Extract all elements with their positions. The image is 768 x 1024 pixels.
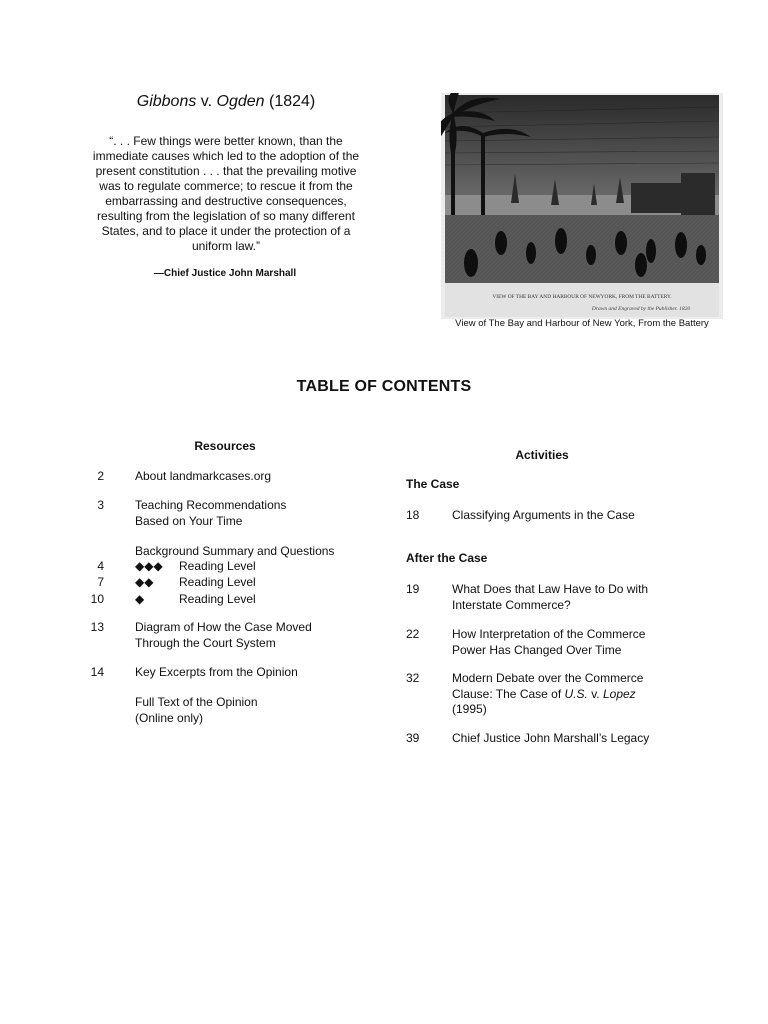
entry-text-line2: Through the Court System — [135, 635, 276, 650]
entry-text: Key Excerpts from the Opinion — [135, 665, 298, 679]
entry-text-line1: Modern Debate over the Commerce — [452, 671, 644, 685]
entry-text-line2: Clause: The Case of U.S. v. Lopez — [452, 686, 636, 701]
page-number: 10 — [90, 592, 104, 606]
entry-text: Classifying Arguments in the Case — [452, 508, 635, 522]
entry-text-line1: How Interpretation of the Commerce — [452, 627, 646, 641]
entry-text-line1: Full Text of the Opinion — [135, 695, 258, 709]
title-separator: v. — [196, 93, 217, 110]
engraving-title-text: VIEW OF THE BAY AND HARBOUR OF NEWYORK, FROM THE BATTERY. — [492, 294, 672, 300]
diamond-icon: ◆◆◆ — [135, 559, 163, 573]
harbour-engraving — [441, 93, 723, 319]
diamond-icon: ◆ — [135, 592, 145, 606]
title-plaintiff: Gibbons — [136, 93, 197, 110]
entry-text-line1: What Does that Law Have to Do with — [452, 582, 649, 596]
engraving-picture — [441, 93, 723, 319]
engraving-subtitle-text: Drawn and Engraved by the Publisher. 1820 — [591, 306, 691, 312]
image-caption: View of The Bay and Harbour of New York, From the Battery — [455, 318, 709, 329]
entry-text-line2: Power Has Changed Over Time — [452, 642, 622, 657]
toc-title: TABLE OF CONTENTS — [296, 378, 472, 395]
marshall-quote: “. . . Few things were better known, than the immediate causes which led to the adoption of the present constitution . . . that the prevailing motive was to regulate commerce; to rescue it from the embarrassing and destructive consequences, resulting from the legislation of so many different States, and to place it under the protection of a uniform law.” — [92, 134, 360, 253]
quote-attribution: —Chief Justice John Marshall — [153, 268, 297, 279]
entry-text-line2: (Online only) — [135, 710, 204, 725]
activities-heading: Activities — [515, 448, 569, 462]
resources-heading: Resources — [194, 439, 256, 453]
entry-text: Reading Level — [179, 559, 256, 573]
entry-text: About landmarkcases.org — [135, 469, 272, 483]
diamond-icon: ◆◆ — [135, 575, 154, 589]
entry-text-line2: Interstate Commerce? — [452, 597, 571, 612]
page-number: 18 — [406, 508, 420, 522]
entry-text: Reading Level — [179, 592, 256, 606]
after-case-heading: After the Case — [406, 551, 488, 565]
page-number: 4 — [97, 559, 104, 573]
case-title — [78, 93, 374, 111]
page-number: 3 — [97, 498, 104, 512]
entry-text-line3: (1995) — [452, 702, 487, 716]
page-number: 7 — [97, 575, 104, 589]
page-number: 22 — [406, 627, 420, 641]
entry-text-line1: Diagram of How the Case Moved — [135, 620, 312, 634]
page-number: 14 — [90, 665, 104, 679]
page-number: 2 — [97, 469, 104, 483]
page-number: 19 — [406, 582, 420, 596]
the-case-heading: The Case — [406, 477, 460, 491]
title-year: (1824) — [264, 93, 316, 110]
entry-text-line1: Teaching Recommendations — [135, 498, 287, 512]
title-defendant: Ogden — [216, 93, 265, 110]
page-number: 32 — [406, 671, 420, 685]
entry-text-line2: Based on Your Time — [135, 513, 243, 528]
page-number: 13 — [90, 620, 104, 634]
entry-text: Reading Level — [179, 575, 256, 589]
entry-text: Chief Justice John Marshall’s Legacy — [452, 731, 650, 745]
background-summary-label: Background Summary and Questions — [135, 544, 335, 558]
page-number: 39 — [406, 731, 420, 745]
